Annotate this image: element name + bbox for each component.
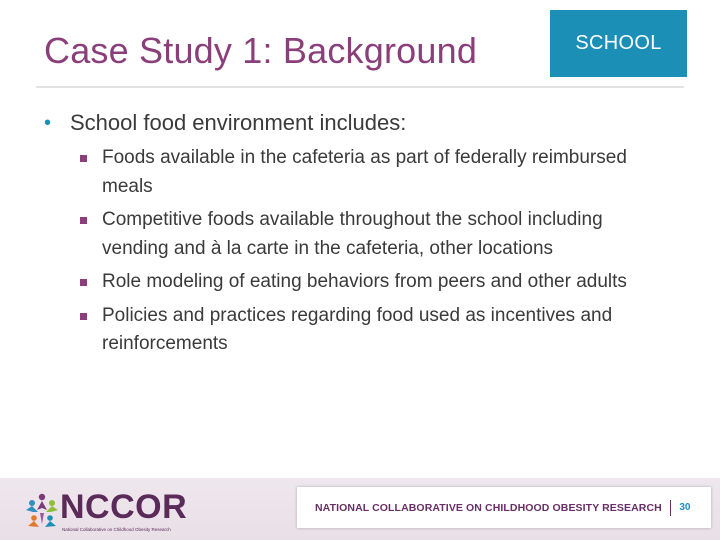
square-bullet-icon xyxy=(80,217,87,224)
sub-bullet-text: Role modeling of eating behaviors from peers and other adults xyxy=(102,271,627,292)
nccor-logo xyxy=(24,490,204,532)
sub-bullet-item xyxy=(76,144,664,201)
logo-wordmark: NCCOR xyxy=(60,488,188,526)
slide-title: Case Study 1: Background xyxy=(44,30,478,71)
page-number: 30 xyxy=(679,502,691,513)
footer-banner xyxy=(297,487,711,528)
sub-bullet-text: Policies and practices regarding food used as incentives and reinforcements xyxy=(102,304,613,354)
section-tag xyxy=(550,10,687,77)
sub-bullet-item xyxy=(76,268,664,297)
square-bullet-icon xyxy=(80,313,87,320)
banner-separator xyxy=(670,500,672,516)
main-bullet-text: School food environment includes: xyxy=(70,110,407,135)
sub-bullet-item xyxy=(76,206,664,263)
title-divider xyxy=(36,86,684,88)
square-bullet-icon xyxy=(80,155,87,162)
footer-banner-text: NATIONAL COLLABORATIVE ON CHILDHOOD OBESITY RESEARCH xyxy=(315,501,662,514)
bullet-icon: • xyxy=(44,112,52,134)
sub-bullet-item xyxy=(76,302,664,359)
square-bullet-icon xyxy=(80,279,87,286)
sub-bullet-text: Competitive foods available throughout the school including vending and à la carte in the cafeteria, other locations xyxy=(102,209,603,259)
main-bullet xyxy=(44,108,664,138)
sub-bullet-text: Foods available in the cafeteria as part of federally reimbursed meals xyxy=(102,147,627,197)
sub-bullet-list xyxy=(44,144,664,359)
footer-bar xyxy=(0,478,720,540)
logo-subtext: National Collaborative on Childhood Obesity Research xyxy=(62,527,171,532)
section-tag-label: SCHOOL xyxy=(575,32,662,54)
nccor-figures-icon xyxy=(24,490,60,530)
content-area xyxy=(44,108,664,364)
